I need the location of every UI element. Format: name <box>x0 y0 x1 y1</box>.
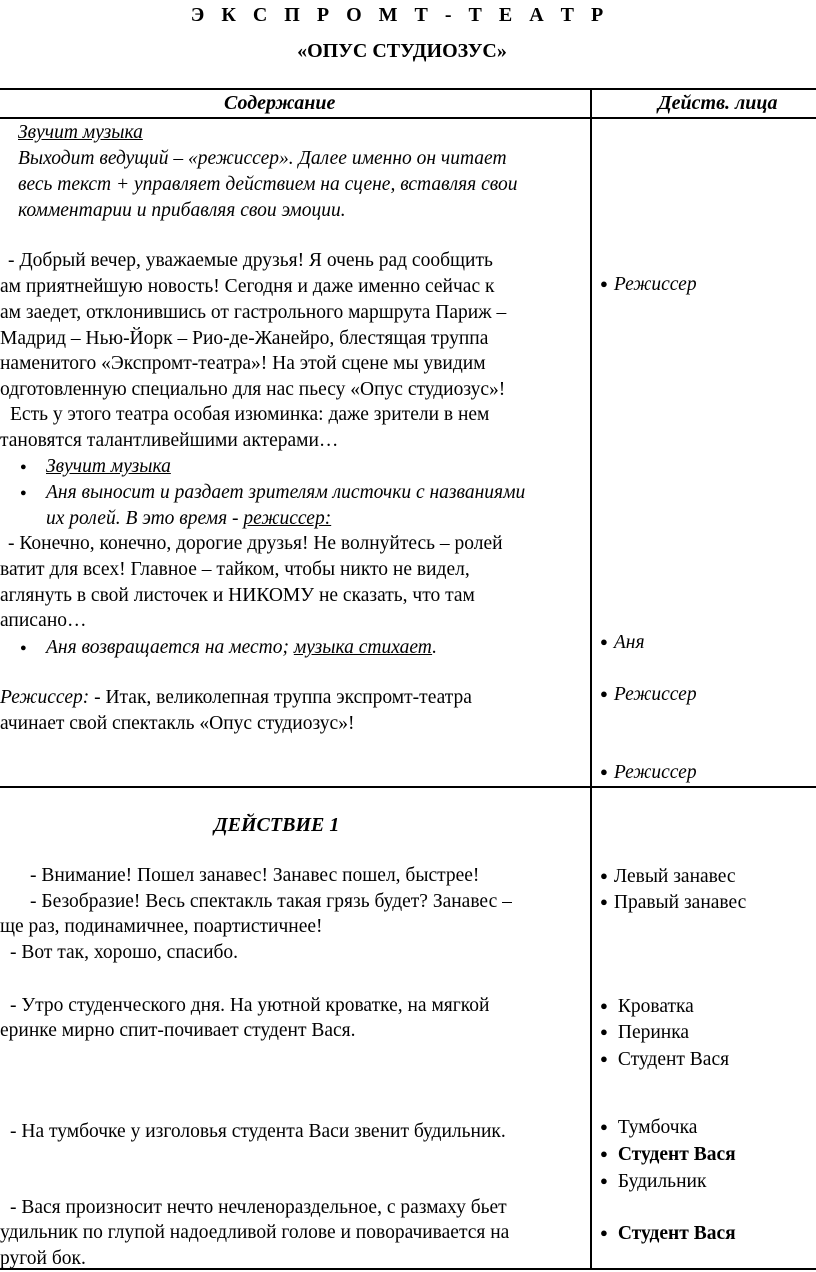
text-line: тановятся талантливейшими актерами… <box>0 430 339 451</box>
bullet-icon: ● <box>600 1051 608 1066</box>
theatre-title: Э К С П Р О М Т - Т Е А Т Р <box>190 4 610 26</box>
bullet-icon: ● <box>600 1146 608 1161</box>
bullet-icon: ● <box>600 868 608 883</box>
stage-direction-part: . <box>432 637 437 658</box>
role-label: Режиссер <box>613 684 697 705</box>
text-line: - На тумбочке у изголовья студента Васи звенит будильник. <box>10 1121 506 1142</box>
role-item <box>600 1022 689 1044</box>
text-line: Мадрид – Нью-Йорк – Рио-де-Жанейро, блестящая труппа <box>0 328 489 349</box>
role-label: Кроватка <box>617 996 694 1017</box>
column-divider <box>590 88 592 1270</box>
text-line: - Добрый вечер, уважаемые друзья! Я очень рад сообщить <box>8 250 493 271</box>
stage-direction-music: Звучит музыка <box>46 456 171 477</box>
stage-direction: Выходит ведущий – «режиссер». Далее именно он читает <box>18 148 507 169</box>
role-item <box>600 1049 729 1071</box>
role-label: Тумбочка <box>617 1117 698 1138</box>
text-line: аглянуть в свой листочек и НИКОМУ не сказать, что там <box>0 585 475 606</box>
stage-direction-music: Звучит музыка <box>18 122 143 143</box>
bullet-icon: ● <box>20 461 27 473</box>
text-line: - Конечно, конечно, дорогие друзья! Не волнуйтесь – ролей <box>8 533 503 554</box>
text-line: ам приятнейшую новость! Сегодня и даже именно сейчас к <box>0 276 495 297</box>
stage-direction: комментарии и прибавляя свои эмоции. <box>18 200 346 221</box>
section-divider <box>0 786 816 788</box>
play-title: «ОПУС СТУДИОЗУС» <box>297 40 507 62</box>
role-label: Перинка <box>617 1022 690 1043</box>
role-item <box>600 1117 697 1139</box>
role-label: Студент Вася <box>617 1049 730 1070</box>
text-line: ругой бок. <box>0 1248 86 1269</box>
text-line: ватит для всех! Главное – тайком, чтобы никто не видел, <box>0 559 470 580</box>
header-bottom-border <box>0 117 816 119</box>
bullet-icon: ● <box>600 1024 608 1039</box>
bullet-icon: ● <box>600 686 608 701</box>
role-label: Студент Вася <box>617 1144 736 1165</box>
speaker-label: Режиссер: <box>0 687 90 708</box>
bullet-icon: ● <box>600 1173 608 1188</box>
stage-direction <box>46 508 331 530</box>
bullet-icon: ● <box>600 634 608 649</box>
bullet-icon: ● <box>600 1225 608 1240</box>
bullet-icon: ● <box>600 764 608 779</box>
stage-direction: весь текст + управляет действием на сцене, вставляя свои <box>18 174 518 195</box>
table-bottom-border <box>0 1268 816 1270</box>
text-line: аписано… <box>0 610 87 631</box>
text-line: удильник по глупой надоедливой голове и поворачивается на <box>0 1222 510 1243</box>
stage-direction-part: их ролей. В это время - <box>46 508 244 529</box>
bullet-icon: ● <box>600 1119 608 1134</box>
role-item <box>600 996 694 1018</box>
role-item <box>600 684 697 706</box>
text-line: - Вот так, хорошо, спасибо. <box>10 942 239 963</box>
stage-direction: Аня выносит и раздает зрителям листочки с названиями <box>46 482 526 503</box>
role-label: Аня <box>613 632 645 653</box>
text-line: наменитого «Экспромт-театра»! На этой сцене мы увидим <box>0 353 486 374</box>
stage-direction <box>46 637 437 659</box>
content-column-header: Содержание <box>224 92 336 114</box>
role-label: Будильник <box>617 1171 707 1192</box>
text-line: Есть у этого театра особая изюминка: даже зрители в нем <box>10 404 490 425</box>
role-label: Левый занавес <box>613 866 736 887</box>
text-line: ще раз, подинамичнее, поартистичнее! <box>0 916 323 937</box>
role-item <box>600 274 697 296</box>
text-line: - Безобразие! Весь спектакль такая грязь будет? Занавес – <box>30 891 512 912</box>
role-item <box>600 1223 736 1245</box>
role-item <box>600 762 697 784</box>
bullet-icon: ● <box>20 642 27 654</box>
text-line: одготовленную специально для нас пьесу «Опус студиозус»! <box>0 379 506 400</box>
role-label: Режиссер <box>613 762 697 783</box>
bullet-icon: ● <box>600 276 608 291</box>
role-label: Режиссер <box>613 274 697 295</box>
text-line: - Утро студенческого дня. На уютной кроватке, на мягкой <box>10 995 490 1016</box>
bullet-icon: ● <box>600 998 608 1013</box>
role-item <box>600 1144 736 1166</box>
text-line: ам заедет, отклонившись от гастрольного маршрута Париж – <box>0 302 507 323</box>
text-line: - Вася произносит нечто нечленораздельное, с размаху бьет <box>10 1197 507 1218</box>
text-line: ачинает свой спектакль «Опус студиозус»! <box>0 713 355 734</box>
role-label: Студент Вася <box>617 1223 736 1244</box>
text-line: - Внимание! Пошел занавес! Занавес пошел, быстрее! <box>30 865 480 886</box>
table-top-border <box>0 88 816 90</box>
act-title: ДЕЙСТВИЕ 1 <box>214 814 340 836</box>
text-line <box>0 687 472 709</box>
role-item <box>600 1171 706 1193</box>
bullet-icon: ● <box>600 894 608 909</box>
roles-column-header: Действ. лица <box>658 92 778 114</box>
role-item <box>600 632 645 654</box>
role-item <box>600 892 746 914</box>
text-line: еринке мирно спит-почивает студент Вася. <box>0 1020 356 1041</box>
role-item <box>600 866 736 888</box>
text-part: - Итак, великолепная труппа экспромт-театра <box>89 687 472 708</box>
stage-direction-part: Аня возвращается на место; <box>46 637 294 658</box>
bullet-icon: ● <box>20 487 27 499</box>
stage-direction-part: музыка стихает <box>293 637 433 658</box>
stage-direction-part: режиссер: <box>243 508 332 529</box>
role-label: Правый занавес <box>613 892 747 913</box>
